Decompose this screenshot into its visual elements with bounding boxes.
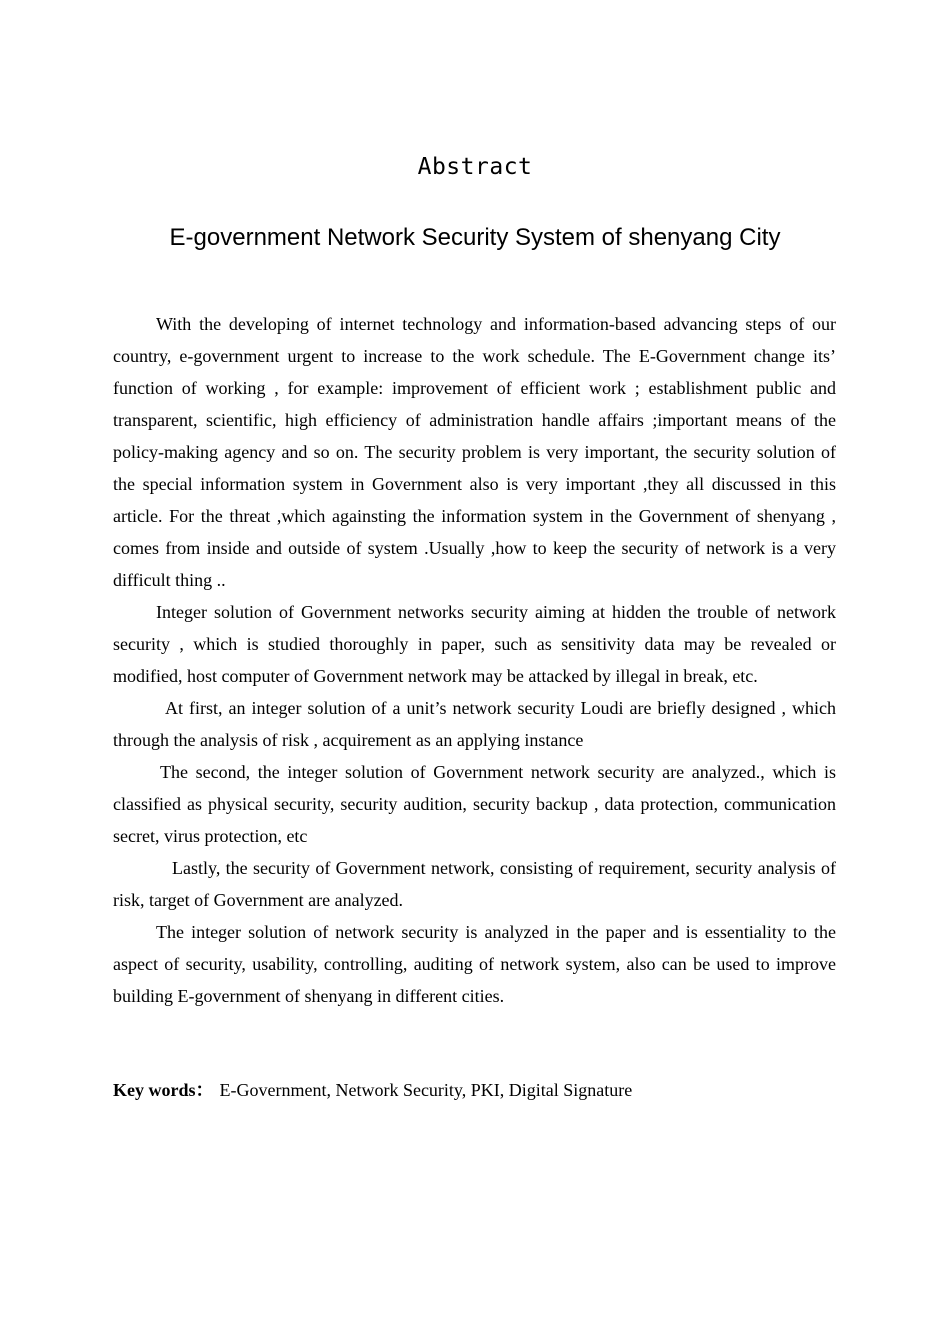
abstract-heading: Abstract <box>417 154 533 180</box>
abstract-paragraph: The second, the integer solution of Government network security are analyzed., which is classified as physical security, security audition, security backup , data protection, communication secret, virus protection, etc <box>113 762 836 846</box>
abstract-paragraph: The integer solution of network security is analyzed in the paper and is essentiality to the aspect of security, usability, controlling, auditing of network system, also can be used to improve building E-government of shenyang in different cities. <box>113 922 836 1006</box>
abstract-paragraph: With the developing of internet technology and information-based advancing steps of our country, e-government urgent to increase to the work schedule. The E-Government change its’ function of working , for example: improvement of efficient work ; establishment public and transparent, scientific, high efficiency of administration handle affairs ;important means of the policy-making agency and so on. The security problem is very important, the security solution of the special information system in Government also is very important ,they all discussed in this article. For the threat ,which againsting the information system in the Government of shenyang , comes from inside and outside of system .Usually ,how to keep the security of network is a very difficult thing .. <box>113 314 836 590</box>
abstract-body <box>113 308 836 1012</box>
thesis-title: E-government Network Security System of shenyang City <box>169 224 781 251</box>
keywords-value: E-Government, Network Security, PKI, Digital Signature <box>219 1080 633 1100</box>
abstract-paragraph: At first, an integer solution of a unit’s network security Loudi are briefly designed , which through the analysis of risk , acquirement as an applying instance <box>113 698 836 750</box>
keywords-label: Key words： <box>113 1080 214 1100</box>
keywords-line <box>113 1074 632 1106</box>
abstract-paragraph: Integer solution of Government networks security aiming at hidden the trouble of network security , which is studied thoroughly in paper, such as sensitivity data may be revealed or modified, host computer of Government network may be attacked by illegal in break, etc. <box>113 602 836 686</box>
abstract-paragraph: Lastly, the security of Government network, consisting of requirement, security analysis of risk, target of Government are analyzed. <box>113 858 836 910</box>
